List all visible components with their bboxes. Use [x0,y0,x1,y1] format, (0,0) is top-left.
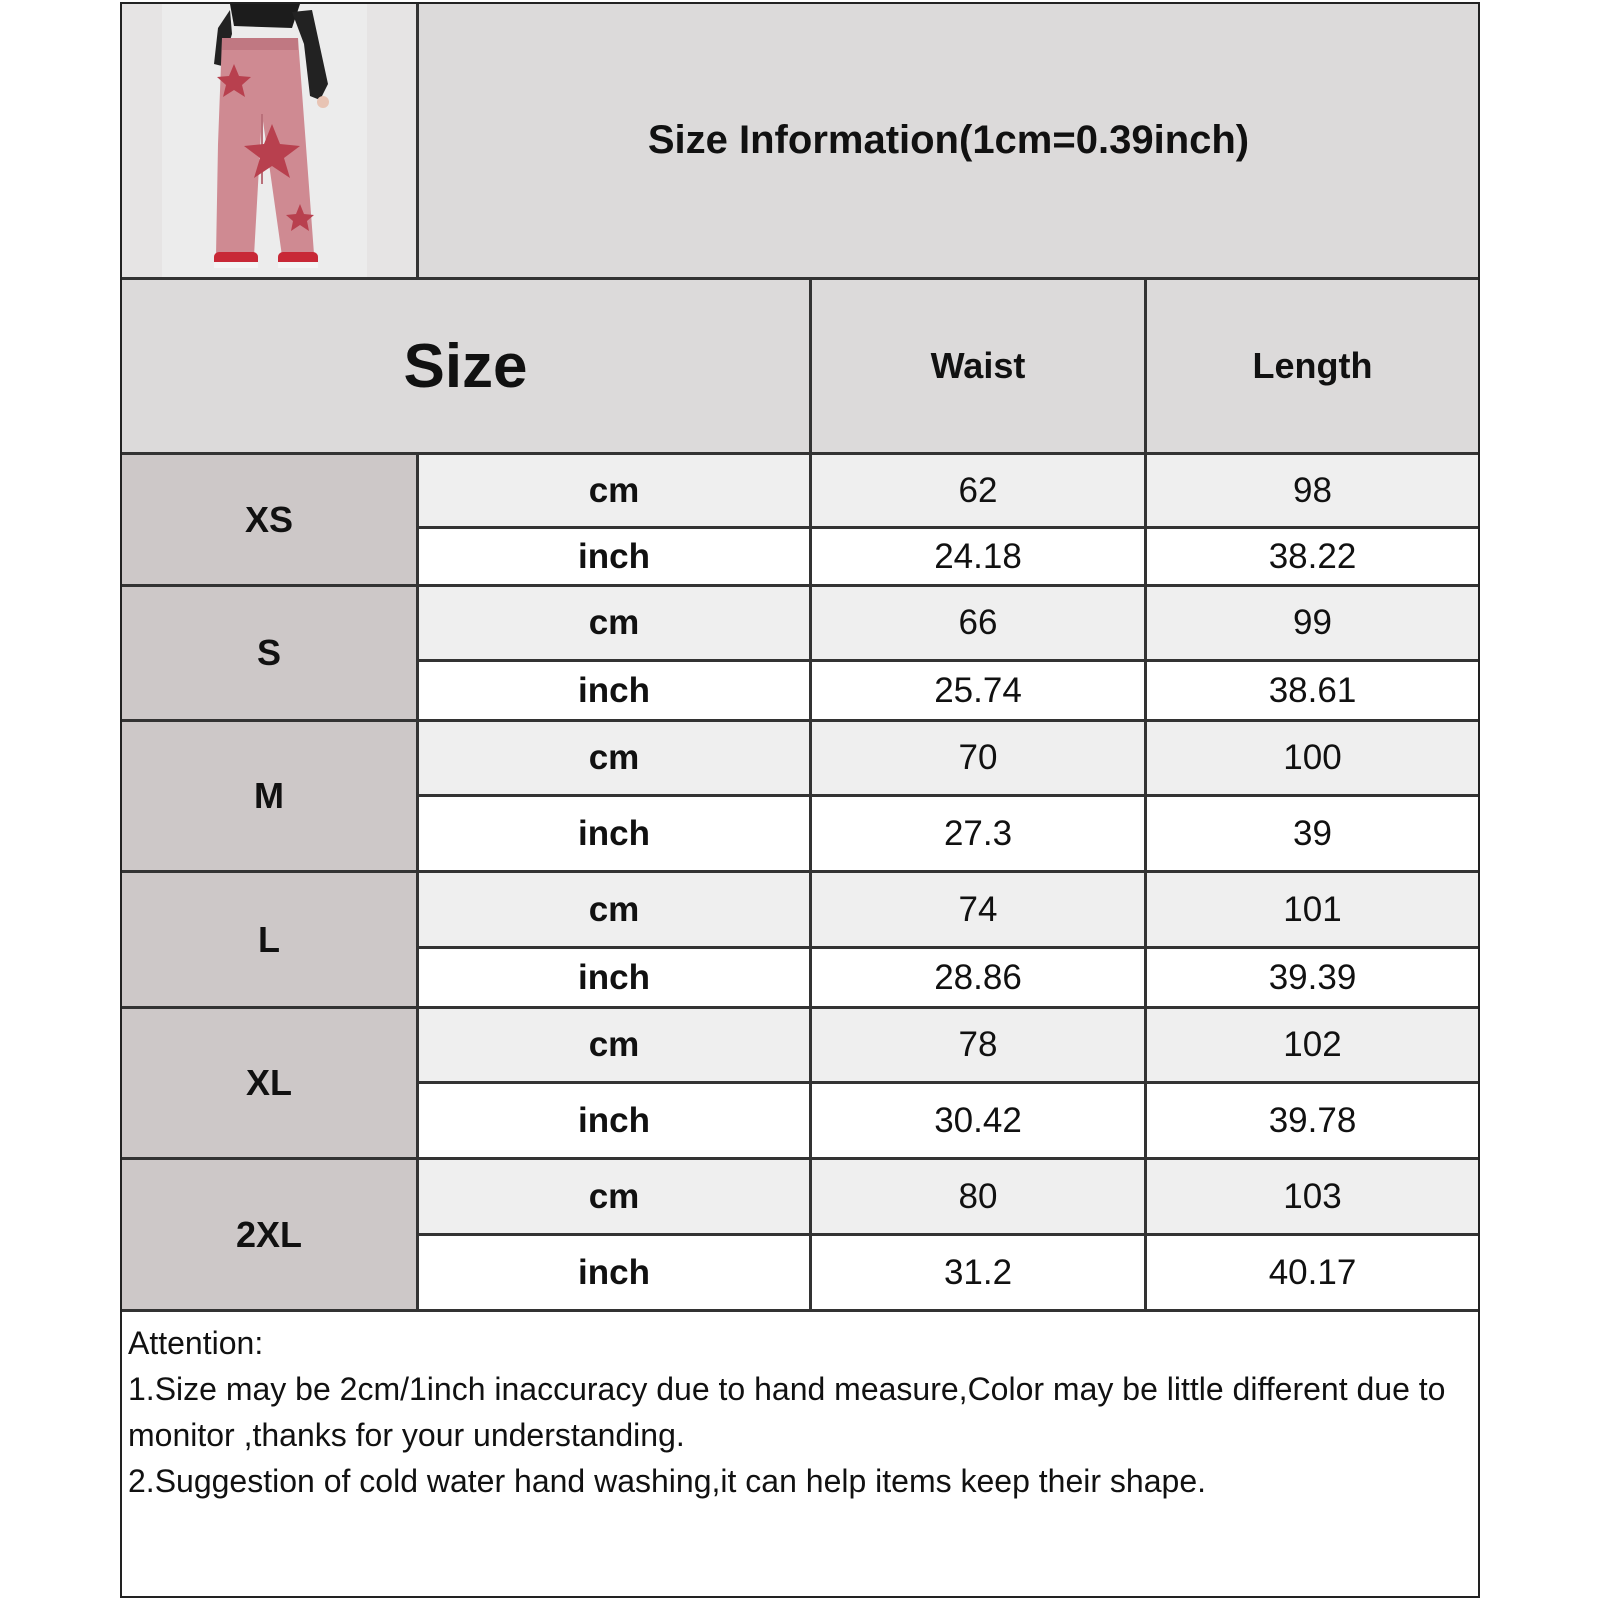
waist-inch-2xl: 31.2 [812,1236,1147,1312]
note-line-2: 2.Suggestion of cold water hand washing,it can help items keep their shape. [128,1463,1206,1499]
waist-inch-m: 27.3 [812,797,1147,873]
size-label-2xl: 2XL [122,1160,419,1312]
waist-column-header: Waist [812,280,1147,455]
length-inch-s: 38.61 [1147,662,1478,722]
waist-cm-s: 66 [812,587,1147,662]
length-cm-2xl: 103 [1147,1160,1478,1236]
waist-inch-l: 28.86 [812,949,1147,1009]
size-chart [120,2,1480,1598]
unit-cm: cm [419,873,812,949]
waist-inch-xs: 24.18 [812,529,1147,587]
unit-inch: inch [419,797,812,873]
unit-cm: cm [419,722,812,797]
notes-heading: Attention: [128,1325,264,1361]
length-inch-2xl: 40.17 [1147,1236,1478,1312]
waist-cm-m: 70 [812,722,1147,797]
waist-cm-xs: 62 [812,455,1147,529]
size-label-l: L [122,873,419,1009]
note-line-1: 1.Size may be 2cm/1inch inaccuracy due to hand measure,Color may be little different due to monitor ,thanks for your understanding. [128,1371,1446,1453]
product-photo [122,4,419,280]
length-cm-s: 99 [1147,587,1478,662]
size-label-xs: XS [122,455,419,587]
unit-cm: cm [419,1160,812,1236]
title-banner [419,4,1478,280]
length-cm-xl: 102 [1147,1009,1478,1084]
length-cm-l: 101 [1147,873,1478,949]
length-column-header: Length [1147,280,1478,455]
unit-inch: inch [419,662,812,722]
unit-cm: cm [419,1009,812,1084]
length-inch-xs: 38.22 [1147,529,1478,587]
size-label-xl: XL [122,1009,419,1160]
waist-cm-l: 74 [812,873,1147,949]
length-cm-m: 100 [1147,722,1478,797]
waist-cm-xl: 78 [812,1009,1147,1084]
unit-inch: inch [419,1084,812,1160]
unit-inch: inch [419,529,812,587]
unit-cm: cm [419,455,812,529]
unit-cm: cm [419,587,812,662]
length-inch-m: 39 [1147,797,1478,873]
unit-inch: inch [419,949,812,1009]
attention-notes [128,1320,1468,1504]
waist-cm-2xl: 80 [812,1160,1147,1236]
size-label-m: M [122,722,419,873]
pants-model-image [122,4,416,277]
page-title: Size Information(1cm=0.39inch) [647,118,1250,162]
length-cm-xs: 98 [1147,455,1478,529]
waist-inch-s: 25.74 [812,662,1147,722]
length-inch-xl: 39.78 [1147,1084,1478,1160]
length-inch-l: 39.39 [1147,949,1478,1009]
waist-inch-xl: 30.42 [812,1084,1147,1160]
size-label-s: S [122,587,419,722]
size-column-header: Size [122,280,812,455]
unit-inch: inch [419,1236,812,1312]
